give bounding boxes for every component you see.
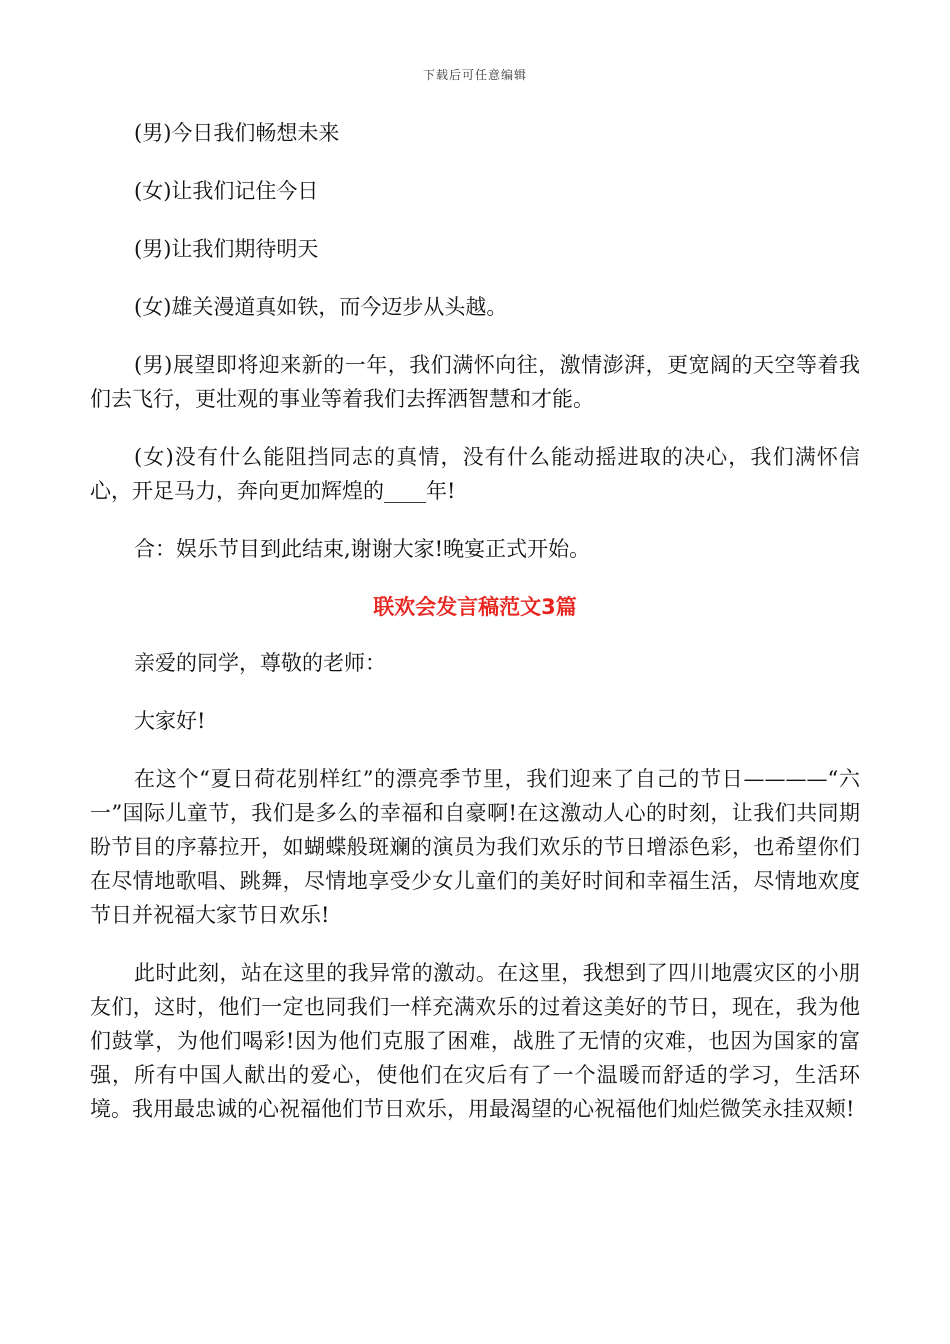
dialogue-line: (女)让我们记住今日	[134, 179, 319, 203]
section-title: 联欢会发言稿范文3篇	[373, 595, 577, 619]
speech-paragraph: 大家好!	[134, 709, 206, 733]
dialogue-line: (女)雄关漫道真如铁，而今迈步从头越。	[134, 295, 508, 319]
speech-paragraph: 亲爱的同学，尊敬的老师：	[134, 651, 386, 675]
dialogue-line: 合：娱乐节目到此结束,谢谢大家!晚宴正式开始。	[134, 537, 591, 561]
dialogue-line: (女)没有什么能阻挡同志的真情，没有什么能动摇进取的决心，我们满怀信心，开足马力，奔向更加辉煌的____年!	[90, 445, 860, 503]
dialogue-line: (男)让我们期待明天	[134, 237, 319, 261]
document-body	[90, 116, 860, 1150]
dialogue-line: (男)展望即将迎来新的一年，我们满怀向往，激情澎湃，更宽阔的天空等着我们去飞行，更壮观的事业等着我们去挥洒智慧和才能。	[90, 353, 860, 411]
speech-paragraph: 在这个“夏日荷花别样红”的漂亮季节里，我们迎来了自己的节日————“六一”国际儿童节，我们是多么的幸福和自豪啊!在这激动人心的时刻，让我们共同期盼节目的序幕拉开，如蝴蝶般斑斓的演员为我们欢乐的节日增添色彩，也希望你们在尽情地歌唱、跳舞，尽情地享受少女儿童们的美好时间和幸福生活，尽情地欢度节日并祝福大家节日欢乐!	[90, 767, 860, 927]
speech-paragraph: 此时此刻，站在这里的我异常的激动。在这里，我想到了四川地震灾区的小朋友们，这时，他们一定也同我们一样充满欢乐的过着这美好的节日，现在，我为他们鼓掌，为他们喝彩!因为他们克服了困难，战胜了无情的灾难，也因为国家的富强，所有中国人献出的爱心，使他们在灾后有了一个温暖而舒适的学习，生活环境。我用最忠诚的心祝福他们节日欢乐，用最渴望的心祝福他们灿烂微笑永挂双颊!	[90, 961, 860, 1121]
dialogue-line: (男)今日我们畅想未来	[134, 121, 340, 145]
header-note: 下载后可任意编辑	[422, 68, 527, 82]
